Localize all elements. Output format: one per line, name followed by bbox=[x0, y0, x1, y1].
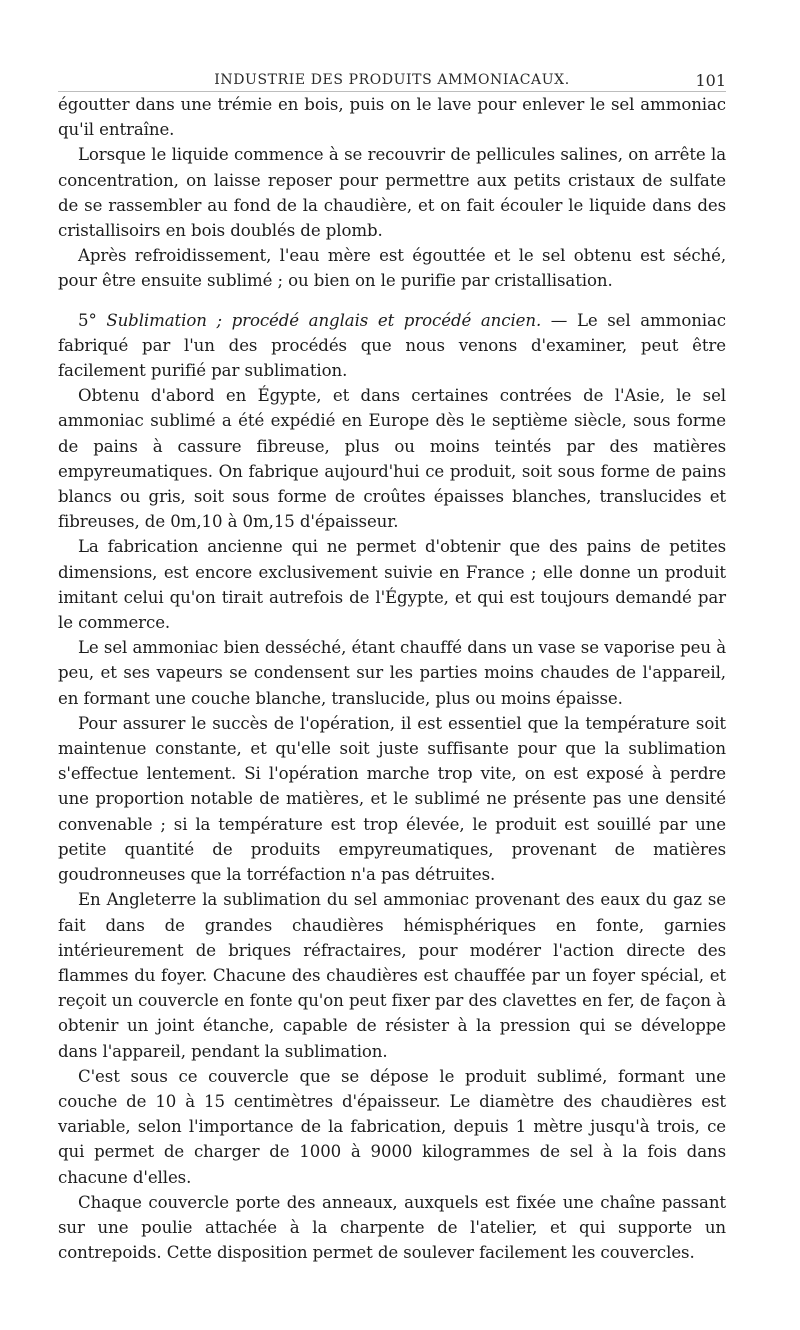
page-header bbox=[58, 0, 726, 92]
section-heading-paragraph bbox=[58, 308, 726, 384]
paragraph-refroidissement: Après refroidissement, l'eau mère est égouttée et le sel obtenu est séché, pour être ensuite sublimé ; ou bien on le purifie par cristallisation. bbox=[58, 246, 726, 291]
paragraph-temperature: Pour assurer le succès de l'opération, il est essentiel que la température soit maintenue constante, et qu'elle soit juste suffisante pour que la sublimation s'effectue lentement. Si l'opération marche trop vite, on est exposé à perdre une proportion notable de matières, et le sublimé ne présente pas une densité convenable ; si la température est trop élevée, le produit est souillé par une petite quantité de produits empyreumatiques, provenant de matières goudronneuses que la torréfaction n'a pas détruites. bbox=[58, 713, 726, 885]
body-text bbox=[58, 92, 726, 1265]
section-lead: — Le sel ammoniac fabriqué par l'un des procédés que nous venons d'examiner, peut être facilement purifié par sublimation. bbox=[58, 310, 726, 381]
paragraph-ancient-process: La fabrication ancienne qui ne permet d'obtenir que des pains de petites dimensions, est encore exclusivement suivie en France ; elle donne un produit imitant celui qu'on tirait autrefois de l'Égypte, et qui est toujours demandé par le commerce. bbox=[58, 537, 726, 633]
paragraph-continuation: égoutter dans une trémie en bois, puis on le lave pour enlever le sel ammoniac qu'il entraîne. bbox=[58, 95, 726, 140]
section-title: Sublimation ; procédé anglais et procédé ancien. bbox=[106, 310, 542, 330]
paragraph-vaporisation: Le sel ammoniac bien desséché, étant chauffé dans un vase se vaporise peu à peu, et ses vapeurs se condensent sur les parties moins chaudes de l'appareil, en formant une couche blanche, translucide, plus ou moins épaisse. bbox=[58, 638, 726, 708]
paragraph-england: En Angleterre la sublimation du sel ammoniac provenant des eaux du gaz se fait dans de grandes chaudières hémisphériques en fonte, garnies intérieurement de briques réfractaires, pour modérer l'action directe des flammes du foyer. Chacune des chaudières est chauffée par un foyer spécial, et reçoit un couvercle en fonte qu'on peut fixer par des clavettes en fer, de façon à obtenir un joint étanche, capable de résister à la pression qui se développe dans l'appareil, pendant la sublimation. bbox=[58, 890, 726, 1061]
paragraph-anneaux: Chaque couvercle porte des anneaux, auxquels est fixée une chaîne passant sur une poulie attachée à la charpente de l'atelier, et qui supporte un contrepoids. Cette disposition permet de soulever facilement les couvercles. bbox=[58, 1192, 726, 1263]
header-rule bbox=[58, 91, 726, 92]
paragraph-history: Obtenu d'abord en Égypte, et dans certaines contrées de l'Asie, le sel ammoniac sublimé a été expédié en Europe dès le septième siècle, sous forme de pains à cassure fibreuse, plus ou moins teintés par des matières empyreumatiques. On fabrique aujourd'hui ce produit, soit sous forme de pains blancs ou gris, soit sous forme de croûtes épaisses blanches, translucides et fibreuses, de 0m,10 à 0m,15 d'épaisseur. bbox=[58, 386, 726, 532]
running-title: INDUSTRIE DES PRODUITS AMMONIACAUX. bbox=[214, 72, 570, 88]
paragraph-concentration: Lorsque le liquide commence à se recouvrir de pellicules salines, on arrête la concentration, on laisse reposer pour permettre aux petits cristaux de sulfate de se rassembler au fond de la chaudière, et on fait écouler le liquide dans des cristallisoirs en bois doublés de plomb. bbox=[58, 145, 726, 241]
page-number: 101 bbox=[695, 71, 726, 90]
section-number: 5° bbox=[78, 310, 107, 330]
paragraph-couvercle: C'est sous ce couvercle que se dépose le produit sublimé, formant une couche de 10 à 15 centimètres d'épaisseur. Le diamètre des chaudières est variable, selon l'importance de la fabrication, depuis 1 mètre jusqu'à trois, ce qui permet de charger de 1000 à 9000 kilogrammes de sel à la fois dans chacune d'elles. bbox=[58, 1066, 726, 1187]
